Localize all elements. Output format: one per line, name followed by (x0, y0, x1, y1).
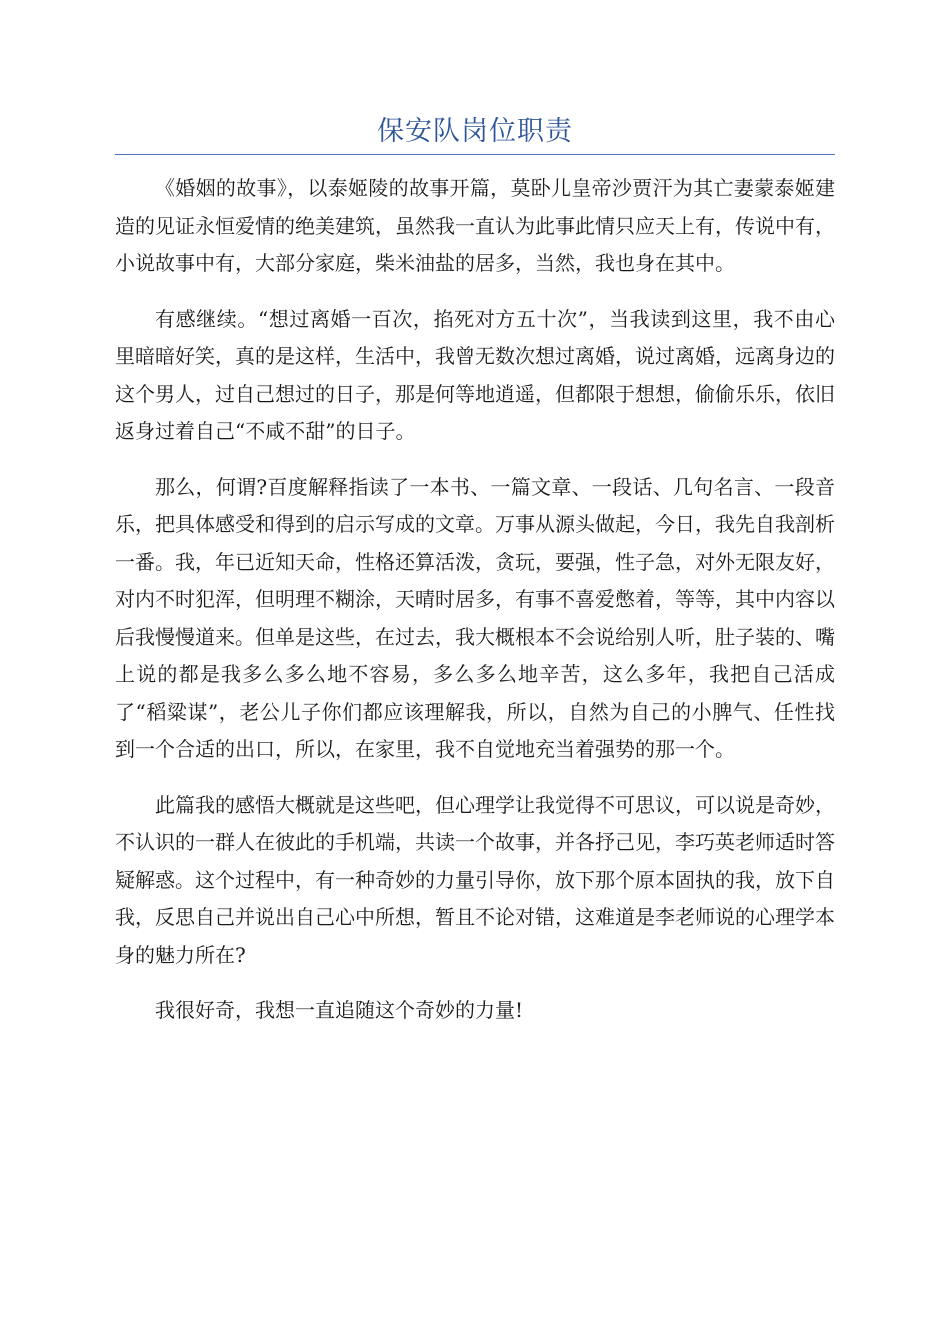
page-title: 保安队岗位职责 (377, 116, 573, 147)
paragraph-1: 《婚姻的故事》，以泰姬陵的故事开篇，莫卧儿皇帝沙贾汗为其亡妻蒙泰姬建造的见证永恒爱情的绝美建筑，虽然我一直认为此事此情只应天上有，传说中有，小说故事中有，大部分家庭，柴米油盐的居多，当然，我也身在其中。 (115, 176, 835, 275)
paragraph-5: 我很好奇，我想一直追随这个奇妙的力量! (155, 998, 524, 1022)
paragraph-4: 此篇我的感悟大概就是这些吧，但心理学让我觉得不可思议，可以说是奇妙，不认识的一群人在彼此的手机端，共读一个故事，并各抒己见，李巧英老师适时答疑解惑。这个过程中，有一种奇妙的力量引导你，放下那个原本固执的我，放下自我，反思自己并说出自己心中所想，暂且不论对错，这难道是李老师说的心理学本身的魅力所在? (115, 792, 835, 967)
document-body (115, 170, 835, 1048)
title-underline (115, 154, 835, 155)
paragraph-2: 有感继续。“想过离婚一百次，掐死对方五十次”，当我读到这里，我不由心里暗暗好笑，真的是这样，生活中，我曾无数次想过离婚，说过离婚，远离身边的这个男人，过自己想过的日子，那是何等地逍遥，但都限于想想，偷偷乐乐，依旧返身过着自己“不咸不甜”的日子。 (115, 306, 835, 443)
paragraph-3: 那么，何谓?百度解释指读了一本书、一篇文章、一段话、几句名言、一段音乐，把具体感受和得到的启示写成的文章。万事从源头做起，今日，我先自我剖析一番。我，年已近知天命，性格还算活泼，贪玩，要强，性子急，对外无限友好，对内不时犯浑，但明理不糊涂，天晴时居多，有事不喜爱憋着，等等，其中内容以后我慢慢道来。但单是这些，在过去，我大概根本不会说给别人听，肚子装的、嘴上说的都是我多么多么地不容易，多么多么地辛苦，这么多年，我把自己活成了“稻粱谋”，老公儿子你们都应该理解我，所以，自然为自己的小脾气、任性找到一个合适的出口，所以，在家里，我不自觉地充当着强势的那一个。 (115, 474, 835, 761)
